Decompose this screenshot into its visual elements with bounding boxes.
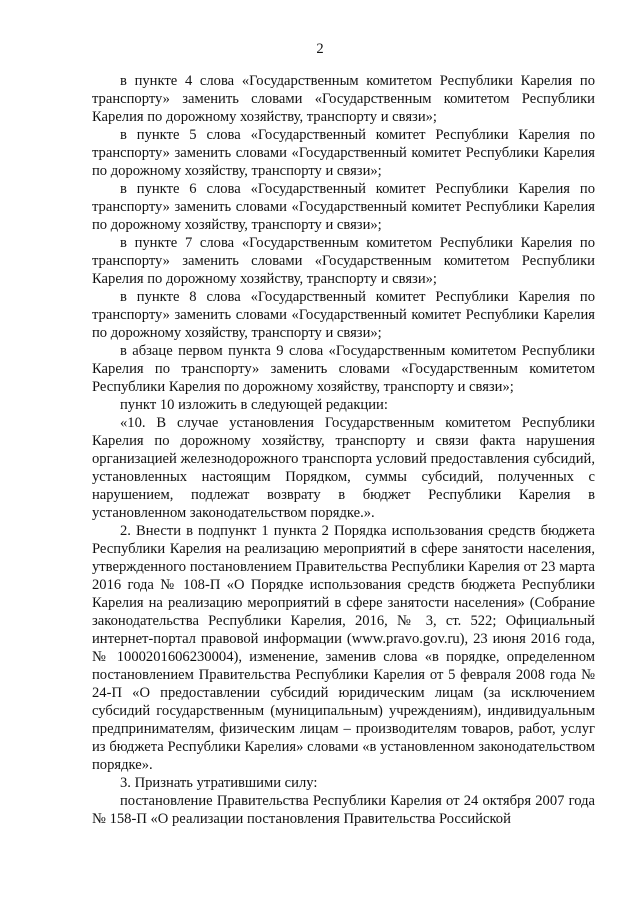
page-number: 2 (316, 41, 324, 57)
section-3-item-1: постановление Правительства Республики Карелия от 24 октября 2007 года № 158-П «О реализации постановления Правительства Российской (92, 793, 595, 827)
amendment-item-9: в абзаце первом пункта 9 слова «Государственным комитетом Республики Карелия по транспорту» заменить словами «Государственным комитетом Республики Карелия по дорожному хозяйству, транспорту и связи»; (92, 343, 595, 395)
item-10-new-text: «10. В случае установления Государственным комитетом Республики Карелия по дорожному хозяйству, транспорту и связи факта нарушения организацией железнодорожного транспорта условий предоставления субсидий, установленных настоящим Порядком, суммы субсидий, полученных с нарушением, подлежат возврату в бюджет Республики Карелия в установленном законодательством порядке.». (92, 415, 595, 521)
amendment-item-4: в пункте 4 слова «Государственным комитетом Республики Карелия по транспорту» заменить словами «Государственным комитетом Республики Карелия по дорожному хозяйству, транспорту и связи»; (92, 73, 595, 125)
amendment-item-5: в пункте 5 слова «Государственный комитет Республики Карелия по транспорту» заменить словами «Государственный комитет Республики Карелия по дорожному хозяйству, транспорту и связи»; (92, 127, 595, 179)
amendment-item-7: в пункте 7 слова «Государственным комитетом Республики Карелия по транспорту» заменить словами «Государственным комитетом Республики Карелия по дорожному хозяйству, транспорту и связи»; (92, 235, 595, 287)
document-body (92, 72, 595, 828)
section-3-heading: 3. Признать утратившими силу: (120, 775, 318, 791)
amendment-item-6: в пункте 6 слова «Государственный комитет Республики Карелия по транспорту» заменить словами «Государственный комитет Республики Карелия по дорожному хозяйству, транспорту и связи»; (92, 181, 595, 233)
amendment-item-8: в пункте 8 слова «Государственный комитет Республики Карелия по транспорту» заменить словами «Государственный комитет Республики Карелия по дорожному хозяйству, транспорту и связи»; (92, 289, 595, 341)
section-2-paragraph: 2. Внести в подпункт 1 пункта 2 Порядка использования средств бюджета Республики Карелия на реализацию мероприятий в сфере занятости населения, утвержденного постановлением Правительства Республики Карелия от 23 марта 2016 года № 108-П «О Порядке использования средств бюджета Республики Карелия на реализацию мероприятий в сфере занятости населения» (Собрание законодательства Республики Карелия, 2016, № 3, ст. 522; Официальный интернет-портал правовой информации (www.pravo.gov.ru), 23 июня 2016 года, № 1000201606230004), изменение, заменив слова «в порядке, определенном постановлением Правительства Республики Карелия от 5 февраля 2008 года № 24-П «О предоставлении субсидий юридическим лицам (за исключением субсидий государственным (муниципальным) учреждениям), индивидуальным предпринимателям, физическим лицам – производителям товаров, работ, услуг из бюджета Республики Карелия» словами «в установленном законодательством порядке». (92, 523, 595, 773)
item-10-intro: пункт 10 изложить в следующей редакции: (120, 397, 388, 413)
